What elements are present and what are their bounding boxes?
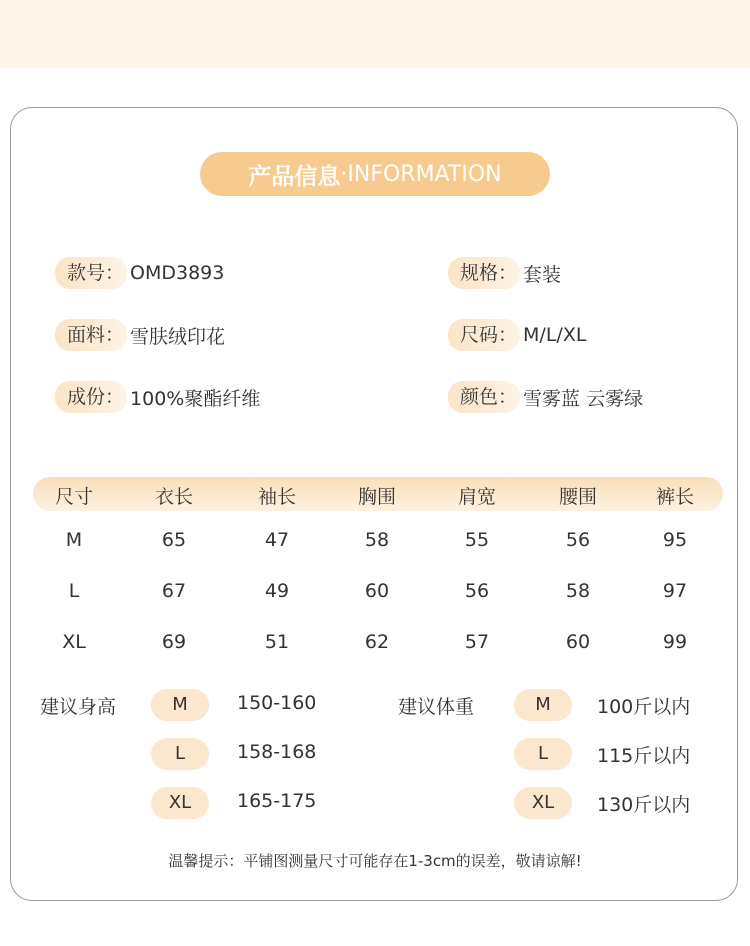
table-header-cell: 裤长	[655, 486, 694, 508]
weight-guide-label: 建议体重	[398, 696, 475, 718]
info-fabric	[55, 319, 225, 351]
height-size-pill: XL	[151, 787, 209, 819]
info-style-no	[55, 257, 224, 289]
height-value: 165-175	[237, 790, 317, 812]
info-value: 雪雾蓝 云雾绿	[523, 387, 644, 410]
weight-size-pill: M	[514, 689, 572, 721]
table-cell: 97	[662, 580, 688, 602]
table-cell: 58	[364, 529, 390, 551]
info-key: 颜色：	[448, 381, 520, 413]
info-key: 规格：	[448, 257, 520, 289]
table-cell: XL	[62, 631, 86, 653]
info-size	[448, 319, 586, 351]
height-value: 150-160	[237, 692, 317, 714]
weight-value: 100斤以内	[597, 696, 691, 718]
table-cell: 60	[565, 631, 591, 653]
table-header-cell: 胸围	[357, 486, 396, 508]
info-key: 款号：	[55, 257, 127, 289]
table-cell: 69	[161, 631, 187, 653]
table-header-cell: 袖长	[257, 486, 296, 508]
weight-value: 115斤以内	[597, 745, 691, 767]
table-header-cell: 肩宽	[457, 486, 496, 508]
height-size-pill: M	[151, 689, 209, 721]
info-composition	[55, 381, 260, 413]
info-value: 100%聚酯纤维	[130, 387, 261, 410]
top-banner	[0, 0, 750, 68]
table-cell: 60	[364, 580, 390, 602]
measurement-note: 温馨提示：平铺图测量尺寸可能存在1-3cm的误差，敬请谅解!	[168, 852, 582, 870]
info-key: 面料：	[55, 319, 127, 351]
table-cell: 67	[161, 580, 187, 602]
weight-size-pill: L	[514, 738, 572, 770]
table-cell: L	[68, 580, 80, 602]
info-value: M/L/XL	[523, 324, 587, 346]
table-cell: 56	[464, 580, 490, 602]
weight-value: 130斤以内	[597, 794, 691, 816]
table-cell: 62	[364, 631, 390, 653]
table-header-cell: 腰围	[558, 486, 597, 508]
title-zh: 产品信息	[248, 163, 341, 190]
info-key: 尺码：	[448, 319, 520, 351]
info-value: 套装	[523, 263, 562, 286]
table-cell: 95	[662, 529, 688, 551]
info-key: 成份：	[55, 381, 127, 413]
info-spec	[448, 257, 561, 289]
table-cell: 49	[264, 580, 290, 602]
height-size-pill: L	[151, 738, 209, 770]
table-cell: M	[65, 529, 83, 551]
table-cell: 56	[565, 529, 591, 551]
info-color	[448, 381, 643, 413]
table-cell: 58	[565, 580, 591, 602]
section-title	[200, 152, 550, 196]
info-value: OMD3893	[130, 262, 225, 284]
table-header-cell: 衣长	[154, 486, 193, 508]
title-en: INFORMATION	[347, 161, 502, 187]
table-header-cell: 尺寸	[54, 486, 93, 508]
table-cell: 99	[662, 631, 688, 653]
table-cell: 57	[464, 631, 490, 653]
weight-size-pill: XL	[514, 787, 572, 819]
table-cell: 51	[264, 631, 290, 653]
height-guide-label: 建议身高	[40, 696, 117, 718]
info-value: 雪肤绒印花	[130, 325, 226, 348]
height-value: 158-168	[237, 741, 317, 763]
table-cell: 55	[464, 529, 490, 551]
title-dot: ·	[340, 161, 348, 187]
table-cell: 65	[161, 529, 187, 551]
table-cell: 47	[264, 529, 290, 551]
